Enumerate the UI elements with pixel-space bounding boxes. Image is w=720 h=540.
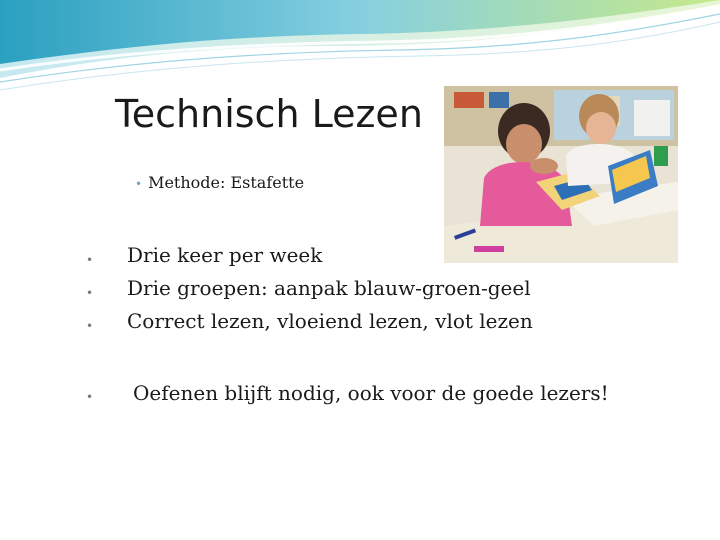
bullet-item: Drie keer per week: [127, 243, 323, 267]
bullet-marker-icon: •: [86, 286, 94, 300]
method-bullet-icon: •: [135, 177, 143, 191]
bullet-item: Correct lezen, vloeiend lezen, vlot lezen: [127, 309, 533, 333]
classroom-reading-photo: [444, 86, 678, 263]
bullet-marker-icon: •: [86, 253, 94, 267]
method-line: [135, 173, 304, 192]
header-wave-decoration: [0, 0, 720, 100]
bullet-item: Drie groepen: aanpak blauw-groen-geel: [127, 276, 531, 300]
bullet-marker-icon: •: [86, 390, 94, 404]
slide-title: Technisch Lezen: [115, 92, 423, 136]
bullet-item: Oefenen blijft nodig, ook voor de goede lezers!: [133, 381, 609, 405]
method-text: Methode: Estafette: [148, 173, 305, 192]
bullet-marker-icon: •: [86, 319, 94, 333]
